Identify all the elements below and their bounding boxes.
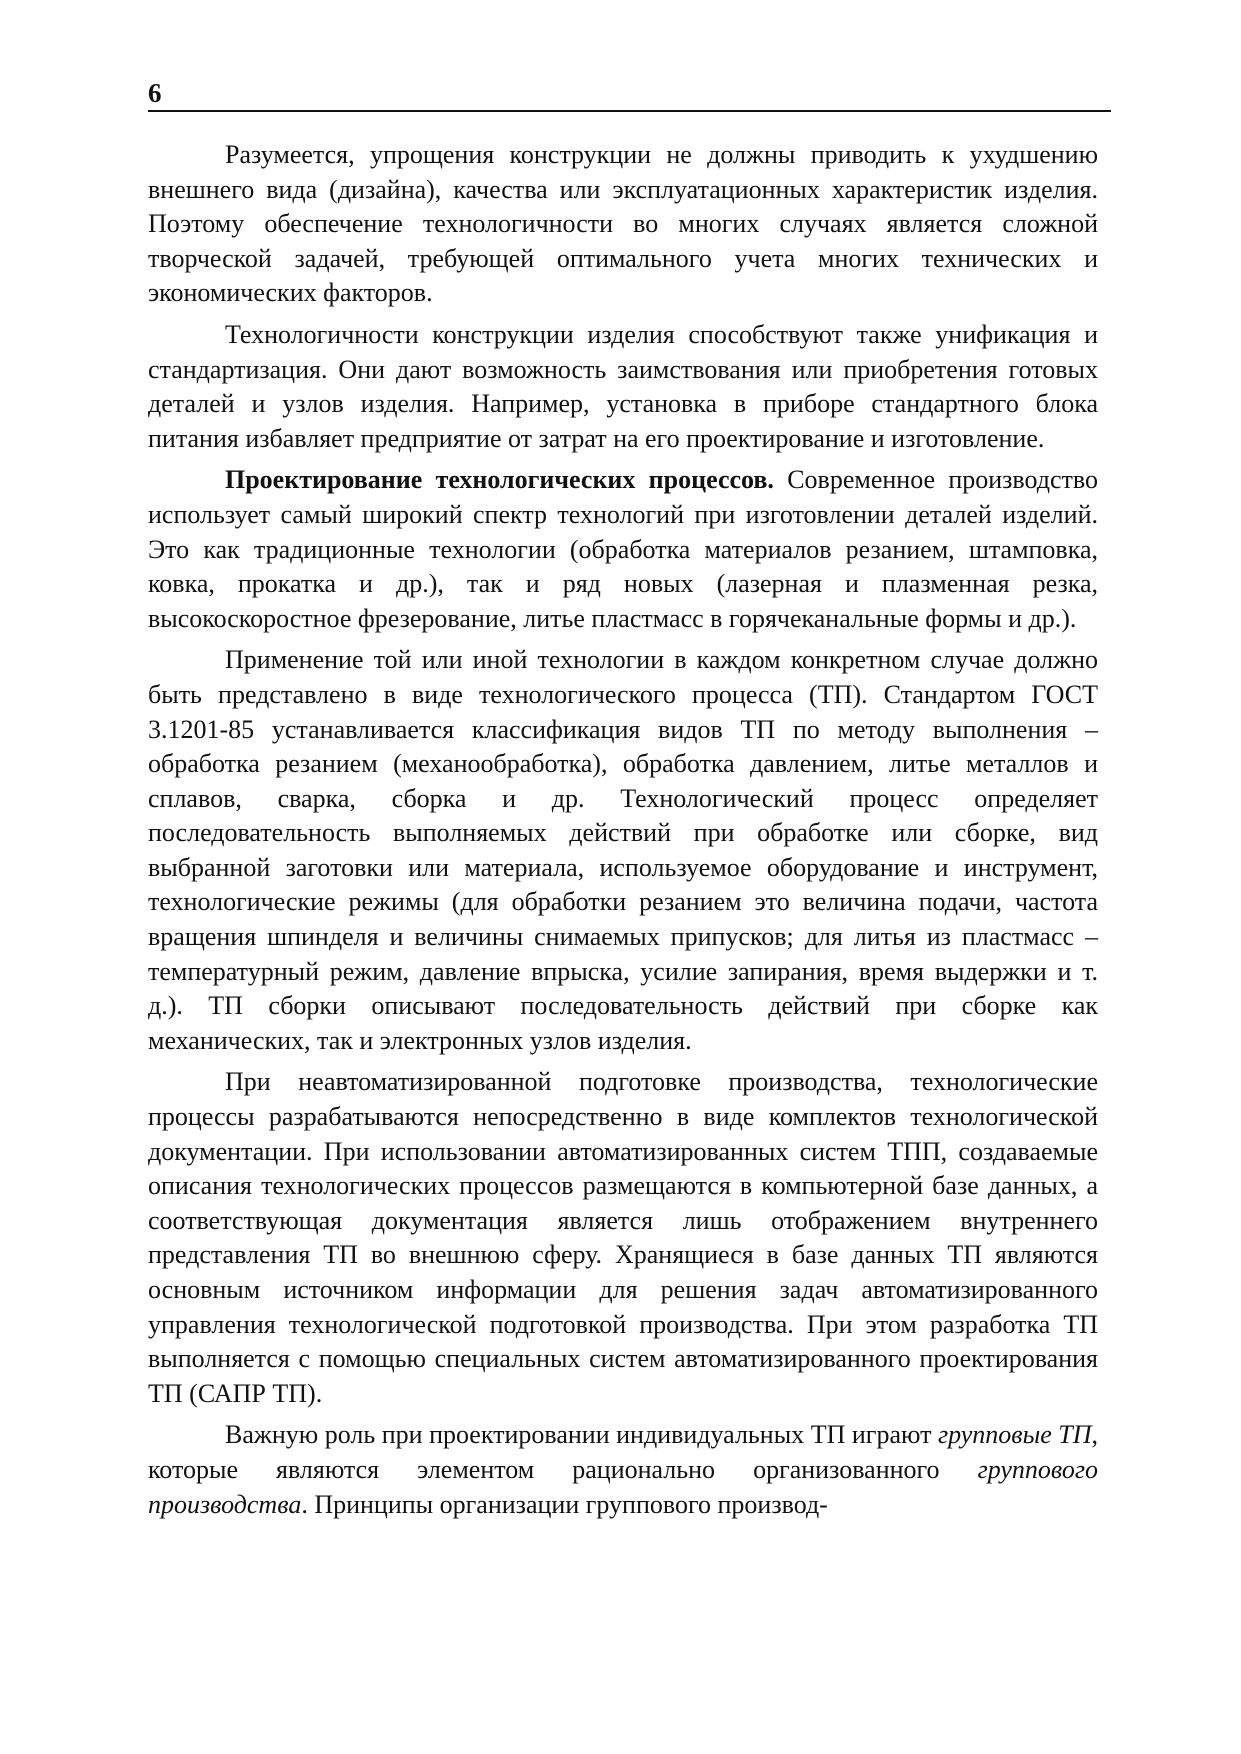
paragraph-1: Разумеется, упрощения конструкции не должны приводить к ухудшению внешнего вида (дизайна), качества или эксплуатационных характеристик изделия. Поэтому обеспечение технологичности во многих случаях является сложной творческой задачей, требующей оптимального учета многих технических и экономических факторов. — [148, 140, 1098, 308]
paragraph-3 — [148, 463, 1098, 636]
paragraph-4: Применение той или иной технологии в каждом конкретном случае должно быть представлено в виде технологического процесса (ТП). Стандартом ГОСТ 3.1201-85 устанавливается классификация видов ТП по методу выполнения – обработка резанием (механообработка), обработка давлением, литье металлов и сплавов, сварка, сборка и др. Технологический процесс определяет последовательность выполняемых действий при обработке или сборке, вид выбранной заготовки или материала, используемое оборудование и инструмент, технологические режимы (для обработки резанием это величина подачи, частота вращения шпинделя и величины снимаемых припусков; для литья из пластмасс – температурный режим, давление впрыска, усилие запирания, время выдержки и т. д.). ТП сборки описывают последовательность действий при сборке как механических, так и электронных узлов изделия. — [148, 645, 1098, 1055]
term-group-tp: групповые ТП — [937, 1420, 1092, 1450]
paragraph-5: При неавтоматизированной подготовке производства, технологические процессы разрабатываются непосредственно в виде комплектов технологической документации. При использовании автоматизированных систем ТПП, создаваемые описания технологических процессов размещаются в компьютерной базе данных, а соответствующая документация является лишь отображением внутреннего представления ТП во внешнюю сферу. Хранящиеся в базе данных ТП являются основным источником информации для решения задач автоматизированного управления технологической подготовкой производства. При этом разработка ТП выполняется с помощью специальных систем автоматизированного проектирования ТП (САПР ТП). — [148, 1067, 1098, 1408]
section-heading: Проектирование технологических процессов. — [225, 465, 774, 495]
term-group-production: группового производства — [148, 1454, 1098, 1519]
page-header — [148, 78, 1111, 112]
paragraph-6-text-c: . Принципы организации группового производ- — [301, 1489, 828, 1519]
paragraph-6 — [148, 1418, 1098, 1522]
paragraph-6-text-a: Важную роль при проектировании индивидуальных ТП играют — [225, 1420, 938, 1450]
page-body — [148, 138, 1098, 1529]
paragraph-2: Технологичности конструкции изделия способствуют также унификация и стандартизация. Они дают возможность заимствования или приобретения готовых деталей и узлов изделия. Например, установка в приборе стандартного блока питания избавляет предприятие от затрат на его проектирование и изготовление. — [148, 319, 1098, 453]
page-number: 6 — [148, 78, 162, 108]
paragraph-3-text: Современное производство использует самый широкий спектр технологий при изготовлении деталей изделий. Это как традиционные технологии (обработка материалов резанием, штамповка, ковка, прокатка и др.), так и ряд новых (лазерная и плазменная резка, высокоскоростное фрезерование, литье пластмасс в горячеканальные формы и др.). — [148, 465, 1098, 633]
paragraph-6-text-b: , которые являются элементом рационально организованного — [148, 1420, 1099, 1484]
